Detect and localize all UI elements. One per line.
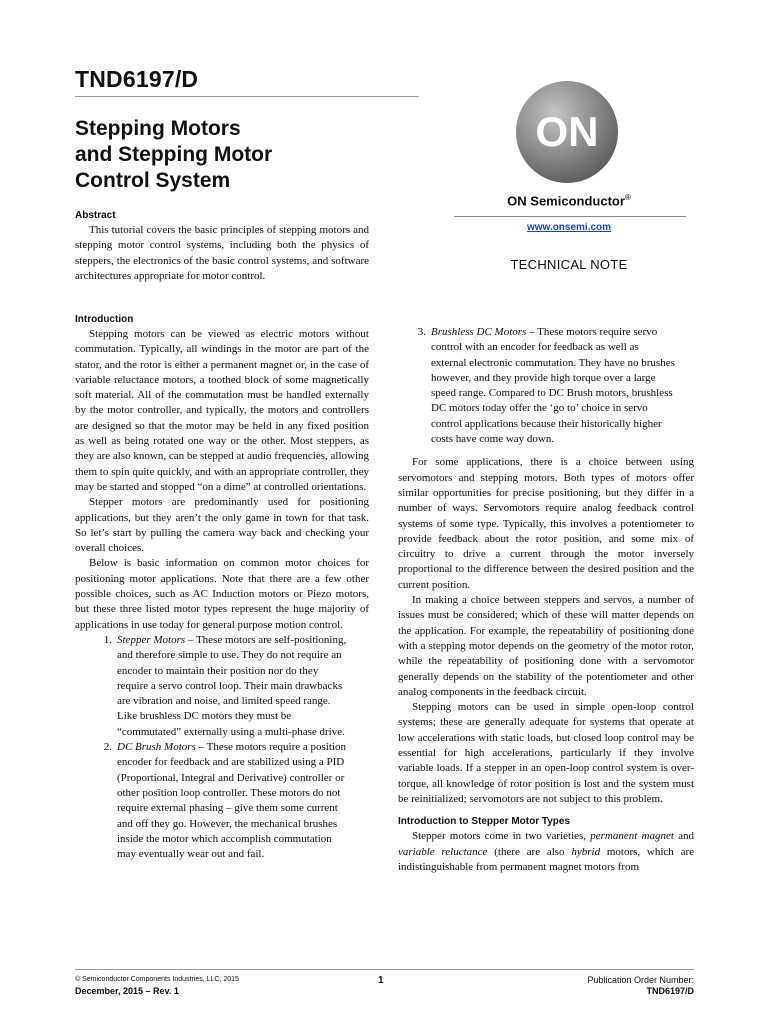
types-paragraph xyxy=(398,829,694,875)
types-text-4: motors, which are indistinguishable from permanent magnet motors from xyxy=(398,845,695,873)
list-text xyxy=(117,740,369,862)
registered-mark: ® xyxy=(624,193,631,202)
intro-paragraph-3: Below is basic information on common motor choices for positioning motor applications. Note that there are a few other possible choices, such as AC Induction motors or Piezo motors, but these three listed motor types represent the huge majority of applications in use today for general purpose motion control. xyxy=(75,557,369,631)
publication-number: TND6197/D xyxy=(646,986,694,996)
document-number: TND6197/D xyxy=(75,66,199,92)
page-number: 1 xyxy=(378,975,384,986)
introduction-heading: Introduction xyxy=(75,314,134,325)
list-number: 1. xyxy=(103,633,112,646)
brand-divider xyxy=(454,216,686,217)
list-text xyxy=(117,633,369,740)
list-item xyxy=(398,325,694,447)
spacer xyxy=(398,807,694,815)
abstract-heading: Abstract xyxy=(75,210,116,221)
types-heading: Introduction to Stepper Motor Types xyxy=(398,816,571,828)
footer-divider xyxy=(75,969,694,970)
website-link[interactable]: www.onsemi.com xyxy=(526,222,612,233)
left-column xyxy=(75,313,369,862)
list-description: – These motors require a position encoder for feedback and are stabilized using a PID (Proportional, Integral and Derivative) controller or other position loop controller. These motors do not require external phasing – give them some current and off they go. However, the mechanical brushes inside the motor which accomplish commutation may eventually wear out and fail. xyxy=(117,741,346,861)
footer-date: December, 2015 – Rev. 1 xyxy=(75,986,179,996)
list-term: Brushless DC Motors xyxy=(431,326,527,338)
types-term-variable-reluctance: variable reluctance xyxy=(398,845,488,858)
list-number: 3. xyxy=(417,326,426,338)
logo-text: ON xyxy=(535,108,599,155)
intro-paragraph-2: Stepper motors are predominantly used for positioning applications, but they aren’t the only game in town for that task. So let’s start by pulling the camera way back and checking your overall choices. xyxy=(75,496,369,555)
page-title xyxy=(75,116,419,194)
list-item xyxy=(75,633,369,740)
list-text xyxy=(431,325,694,447)
list-number: 2. xyxy=(103,741,112,754)
types-text-2: and xyxy=(673,830,694,843)
intro-paragraph-6: Stepping motors can be used in simple open-loop control systems; these are generally adequate for systems that operate at low accelerations with static loads, but closed loop control may be essential for high accelerations, particularly if they involve variable loads. If a stepper in an open-loop control system is over-torque, all knowledge of rotor position is lost and the system must be reinitialized; servomotors are not subject to this problem. xyxy=(398,701,694,805)
brand-name xyxy=(454,193,684,208)
list-item xyxy=(75,740,369,862)
abstract-text: This tutorial covers the basic principles of stepping motors and stepping motor control systems, including both the physics of steppers, the electronics of the basic control systems, and software architectures appropriate for motor control. xyxy=(75,224,369,282)
list-term: DC Brush Motors xyxy=(117,741,196,754)
title-divider xyxy=(75,96,419,97)
abstract-section xyxy=(75,209,369,284)
intro-paragraph-1: Stepping motors can be viewed as electric motors without commutation. Typically, all windings in the motor are part of the stator, and the rotor is either a permanent magnet or, in the case of variable reluctance motors, a toothed block of some magnetically soft material. All of the commutation must be handled externally by the motor controller, and typically, the motors and controllers are designed so that the motor may be held in any fixed position as well as being rotated one way or the other. Most steppers, as they are also known, can be stepped at audio frequencies, allowing them to spin quite quickly, and with an appropriate controller, they may be started and stopped “on a dime” at controlled orientations. xyxy=(75,328,369,493)
intro-paragraph-4: For some applications, there is a choice between using servomotors and stepping motors. Both types of motors offer similar opportunities for precise positioning, but they differ in a number of ways. Servomotors require analog feedback control systems of some type. Typically, this involves a potentiometer to provide feedback about the rotor position, and some mix of circuitry to drive a current through the motor inversely proportional to the difference between the desired position and the current position. xyxy=(398,456,694,591)
title-line-3: Control System xyxy=(75,169,231,192)
on-semiconductor-logo xyxy=(515,80,619,184)
spacer xyxy=(398,447,694,455)
right-column xyxy=(398,325,694,875)
brand-text: ON Semiconductor xyxy=(507,193,625,209)
list-description: – These motors are self-positioning, and therefore simple to use. They do not require an encoder to maintain their position nor do they require a servo control loop. Their main drawbacks are vibration and noise, and limited speed range. Like brushless DC motors they must be “commutated” externally using a multi-phase drive. xyxy=(117,633,347,738)
types-term-permanent-magnet: permanent magnet xyxy=(590,830,674,843)
intro-paragraph-5: In making a choice between steppers and servos, a number of issues must be considered; which of these will matter depends on the application. For example, the repeatability of positioning done with a stepping motor depends on the geometry of the motor rotor, while the repeatability of positioning done with a servomotor generally depends on the stability of the potentiometer and other analog components in the feedback circuit. xyxy=(398,594,694,698)
title-line-1: Stepping Motors xyxy=(75,117,241,140)
list-term: Stepper Motors xyxy=(117,633,186,646)
types-text-1: Stepper motors come in two varieties, xyxy=(412,830,591,843)
document-type: TECHNICAL NOTE xyxy=(510,257,628,272)
title-line-2: and Stepping Motor xyxy=(75,143,273,166)
types-term-hybrid: hybrid xyxy=(571,845,601,858)
list-description: – These motors require servo control with an encoder for feedback as well as external electronic commutation. They have no brushes however, and they provide high torque over a large speed range. Compared to DC Brush motors, brushless DC motors today offer the ‘go to’ choice in servo control applications because their historically higher costs have come way down. xyxy=(431,326,675,446)
footer-copyright: © Semiconductor Components Industries, LLC, 2015 xyxy=(75,976,239,983)
types-text-3: (there are also xyxy=(487,845,572,858)
publication-label: Publication Order Number: xyxy=(587,975,694,985)
